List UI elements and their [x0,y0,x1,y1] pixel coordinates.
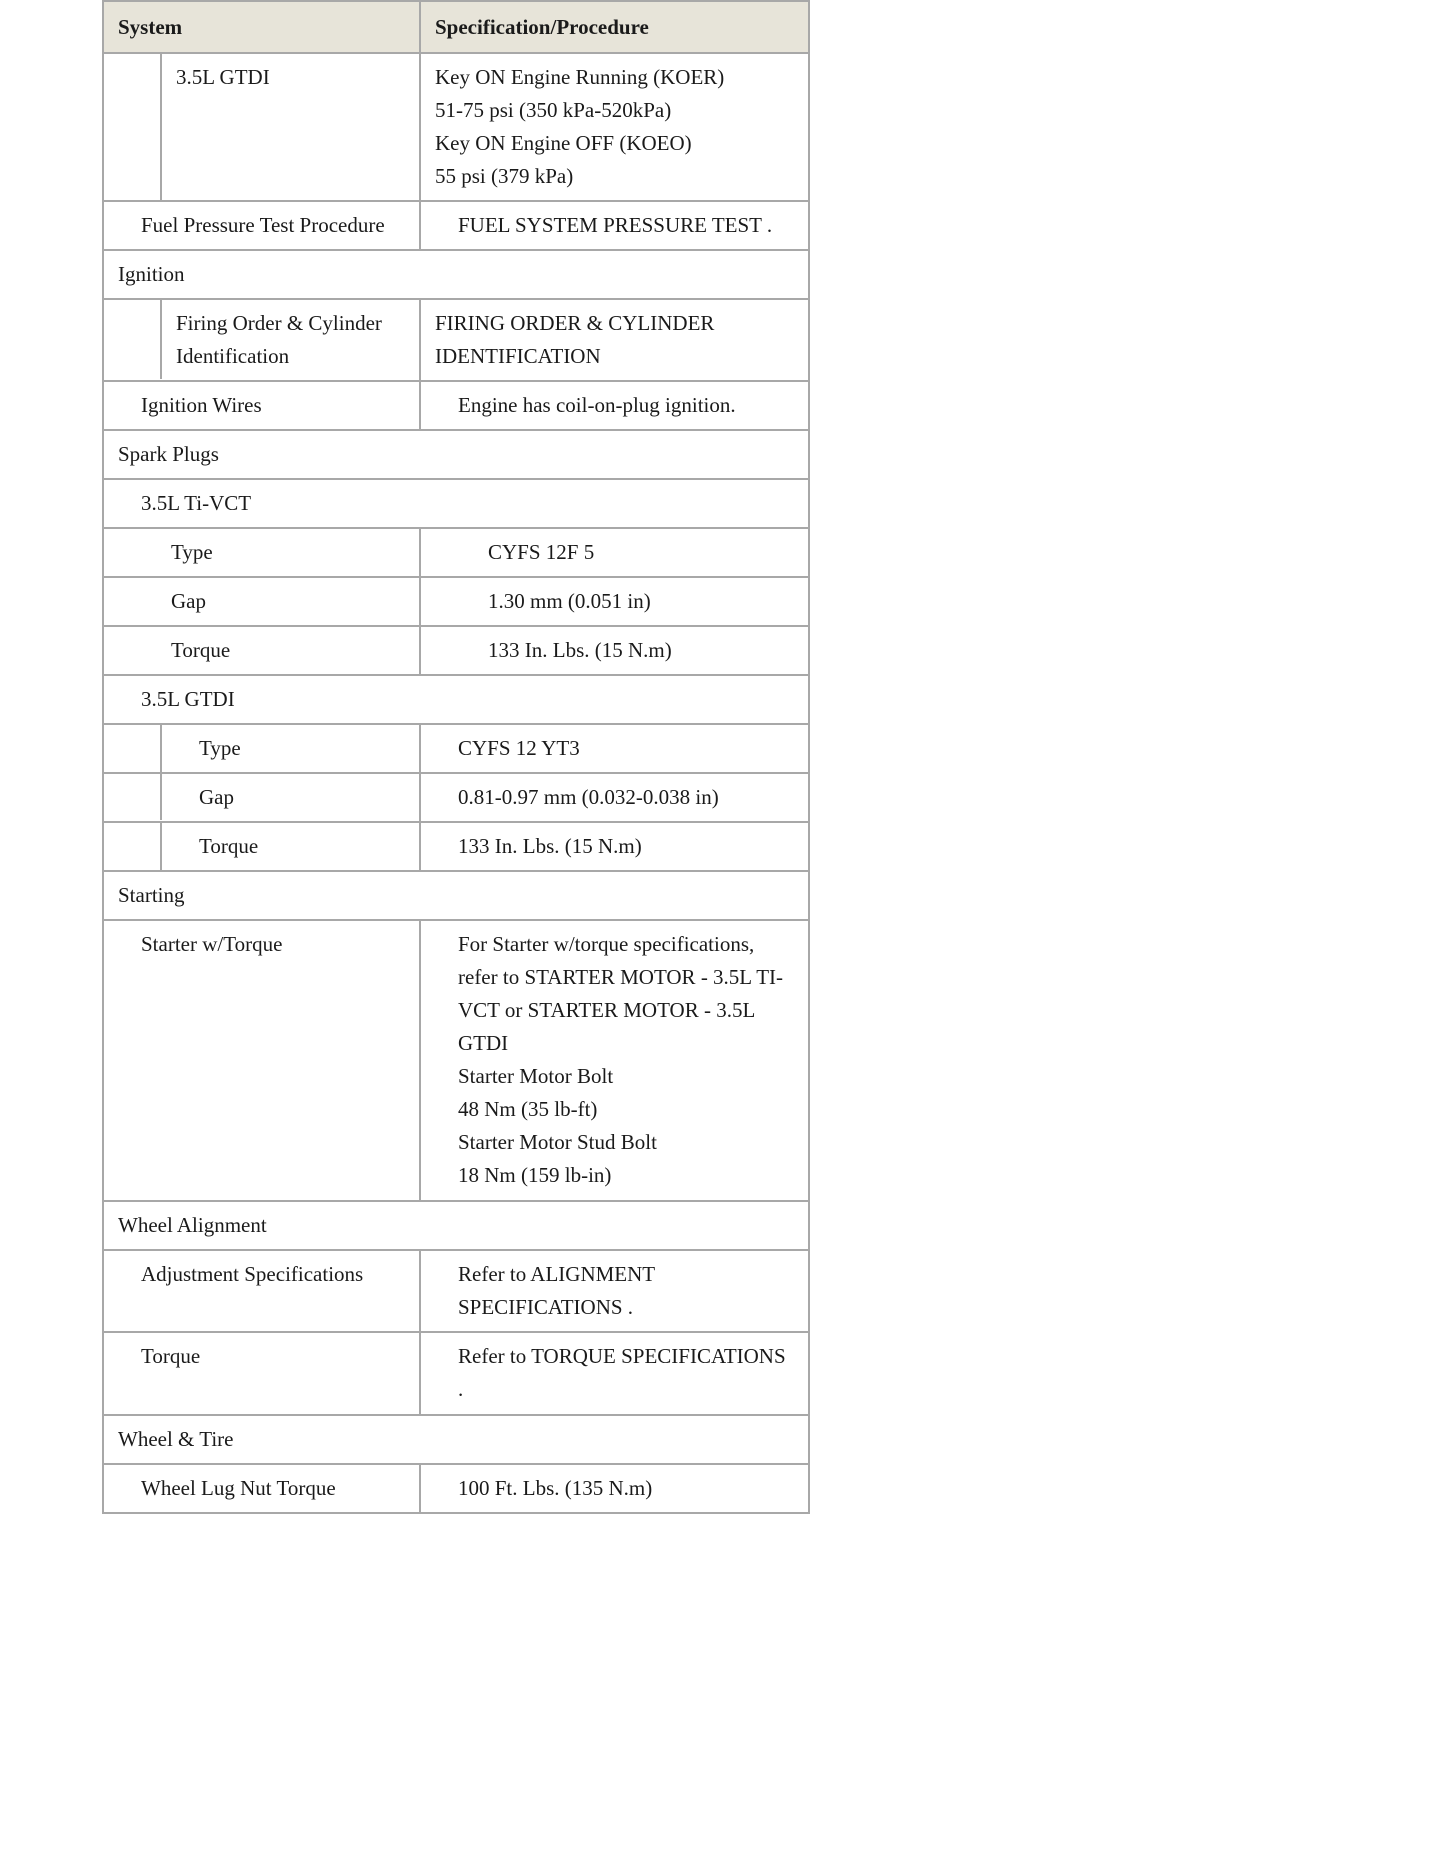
section-row [103,430,809,479]
table-row [103,773,809,822]
spec-line: IDENTIFICATION [435,344,601,368]
spec-cell: 133 In. Lbs. (15 N.m) [420,822,809,871]
section-wheel-alignment: Wheel Alignment [103,1201,809,1250]
indent-gutter [104,300,162,379]
row-label [162,300,419,379]
table-row [103,920,809,1201]
table-row [103,626,809,675]
indent-gutter [104,725,162,772]
spec-line: . [458,1377,464,1401]
spec-line: 55 psi (379 kPa) [435,164,574,188]
row-label: 3.5L GTDI [176,65,270,89]
section-row [103,1415,809,1464]
spec-line: 51-75 psi (350 kPa-520kPa) [435,98,672,122]
spec-cell: FUEL SYSTEM PRESSURE TEST . [420,201,809,250]
table-row [103,528,809,577]
section-spark-plugs: Spark Plugs [103,430,809,479]
row-label: Ignition Wires [103,381,420,430]
row-label: Gap [103,577,420,626]
spec-line: Key ON Engine OFF (KOEO) [435,131,692,155]
spec-cell: Engine has coil-on-plug ignition. [420,381,809,430]
row-label: Wheel Lug Nut Torque [103,1464,420,1513]
spec-line: VCT or STARTER MOTOR - 3.5L [458,998,756,1022]
subsection-gtdi: 3.5L GTDI [103,675,809,724]
table-row [103,1464,809,1513]
spec-line: FIRING ORDER & CYLINDER [435,311,715,335]
section-row [103,250,809,299]
row-label: Type [199,736,241,760]
spec-line: Starter Motor Stud Bolt [458,1130,657,1154]
spec-cell: 0.81-0.97 mm (0.032-0.038 in) [420,773,809,822]
spec-line: GTDI [458,1031,509,1055]
spec-cell: CYFS 12F 5 [420,528,809,577]
spec-line: Key ON Engine Running (KOER) [435,65,725,89]
table-row [103,577,809,626]
table-row [103,1250,809,1332]
row-label: Gap [199,785,234,809]
label-line: Firing Order & Cylinder [176,311,382,335]
subsection-tivct: 3.5L Ti-VCT [103,479,809,528]
section-wheel-tire: Wheel & Tire [103,1415,809,1464]
row-label: Starter w/Torque [103,920,420,1201]
indent-gutter [104,774,162,820]
table-row [103,724,809,773]
table-row [103,1332,809,1415]
indent-gutter [104,54,162,200]
spec-line: SPECIFICATIONS . [458,1295,634,1319]
table-row [103,822,809,871]
spec-cell [420,299,809,381]
header-system: System [103,1,420,53]
subsection-row [103,675,809,724]
spec-line: Refer to TORQUE SPECIFICATIONS [458,1344,786,1368]
spec-cell [420,1250,809,1332]
row-label: Torque [103,1332,420,1415]
spec-line: Refer to ALIGNMENT [458,1262,656,1286]
table-row [103,53,809,201]
spec-cell: 133 In. Lbs. (15 N.m) [420,626,809,675]
spec-cell: CYFS 12 YT3 [420,724,809,773]
table-row [103,381,809,430]
system-cell [103,299,420,381]
row-label: Adjustment Specifications [103,1250,420,1332]
spec-cell [420,920,809,1201]
spec-line: Starter Motor Bolt [458,1064,614,1088]
system-cell [103,53,420,201]
row-label: Type [103,528,420,577]
section-row [103,871,809,920]
spec-cell: 1.30 mm (0.051 in) [420,577,809,626]
system-cell [103,822,420,871]
table-row [103,201,809,250]
spec-line: 18 Nm (159 lb-in) [458,1163,612,1187]
row-label: Fuel Pressure Test Procedure [103,201,420,250]
indent-gutter [104,823,162,870]
spec-line: 48 Nm (35 lb-ft) [458,1097,598,1121]
header-spec: Specification/Procedure [420,1,809,53]
label-line: Identification [176,344,290,368]
system-cell [103,773,420,822]
row-label: Torque [199,834,259,858]
spec-table [102,0,810,1514]
spec-cell [420,53,809,201]
header-row [103,1,809,53]
table-row [103,299,809,381]
spec-cell: 100 Ft. Lbs. (135 N.m) [420,1464,809,1513]
row-label: Torque [103,626,420,675]
section-ignition: Ignition [103,250,809,299]
section-starting: Starting [103,871,809,920]
spec-line: refer to STARTER MOTOR - 3.5L TI- [458,965,784,989]
subsection-row [103,479,809,528]
spec-cell [420,1332,809,1415]
spec-line: For Starter w/torque specifications, [458,932,755,956]
section-row [103,1201,809,1250]
system-cell [103,724,420,773]
